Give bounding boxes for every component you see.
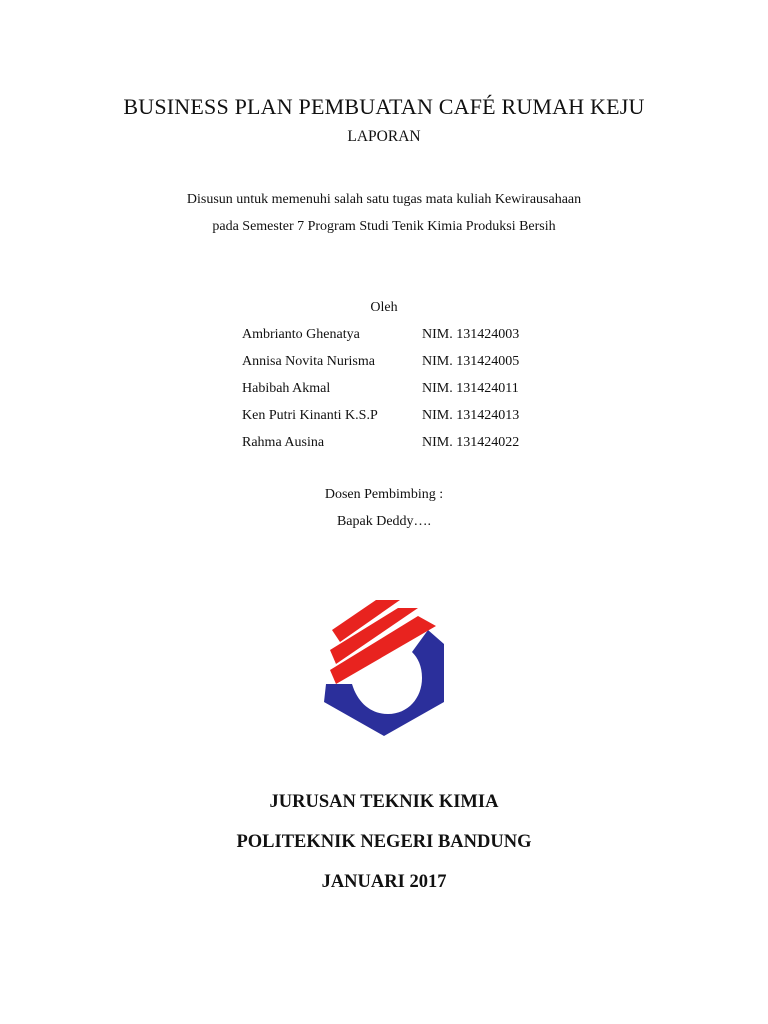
by-label: Oleh	[370, 300, 398, 315]
polban-logo-icon	[318, 586, 450, 738]
document-subtitle: LAPORAN	[347, 128, 421, 145]
member-name: Ken Putri Kinanti K.S.P	[242, 408, 378, 423]
member-nim: NIM. 131424022	[422, 435, 520, 450]
member-nim: NIM. 131424003	[422, 327, 520, 342]
member-row	[242, 353, 562, 380]
advisor-label: Dosen Pembimbing :	[324, 487, 444, 502]
member-list	[242, 326, 562, 461]
member-nim: NIM. 131424011	[422, 381, 519, 396]
member-name: Annisa Novita Nurisma	[242, 354, 375, 369]
document-date: JANUARI 2017	[321, 872, 447, 892]
advisor-name: Bapak Deddy….	[336, 514, 432, 529]
purpose-line-1: Disusun untuk memenuhi salah satu tugas mata kuliah Kewirausahaan	[186, 192, 582, 207]
member-row	[242, 434, 562, 461]
member-nim: NIM. 131424013	[422, 408, 520, 423]
member-row	[242, 407, 562, 434]
member-name: Rahma Ausina	[242, 435, 325, 450]
member-row	[242, 380, 562, 407]
member-name: Ambrianto Ghenatya	[242, 327, 360, 342]
department-name: JURUSAN TEKNIK KIMIA	[269, 792, 499, 812]
institution-name: POLITEKNIK NEGERI BANDUNG	[236, 832, 532, 852]
purpose-line-2: pada Semester 7 Program Studi Tenik Kimia Produksi Bersih	[212, 219, 556, 234]
member-name: Habibah Akmal	[242, 381, 331, 396]
member-row	[242, 326, 562, 353]
member-nim: NIM. 131424005	[422, 354, 520, 369]
document-title: BUSINESS PLAN PEMBUATAN CAFÉ RUMAH KEJU	[123, 94, 645, 119]
